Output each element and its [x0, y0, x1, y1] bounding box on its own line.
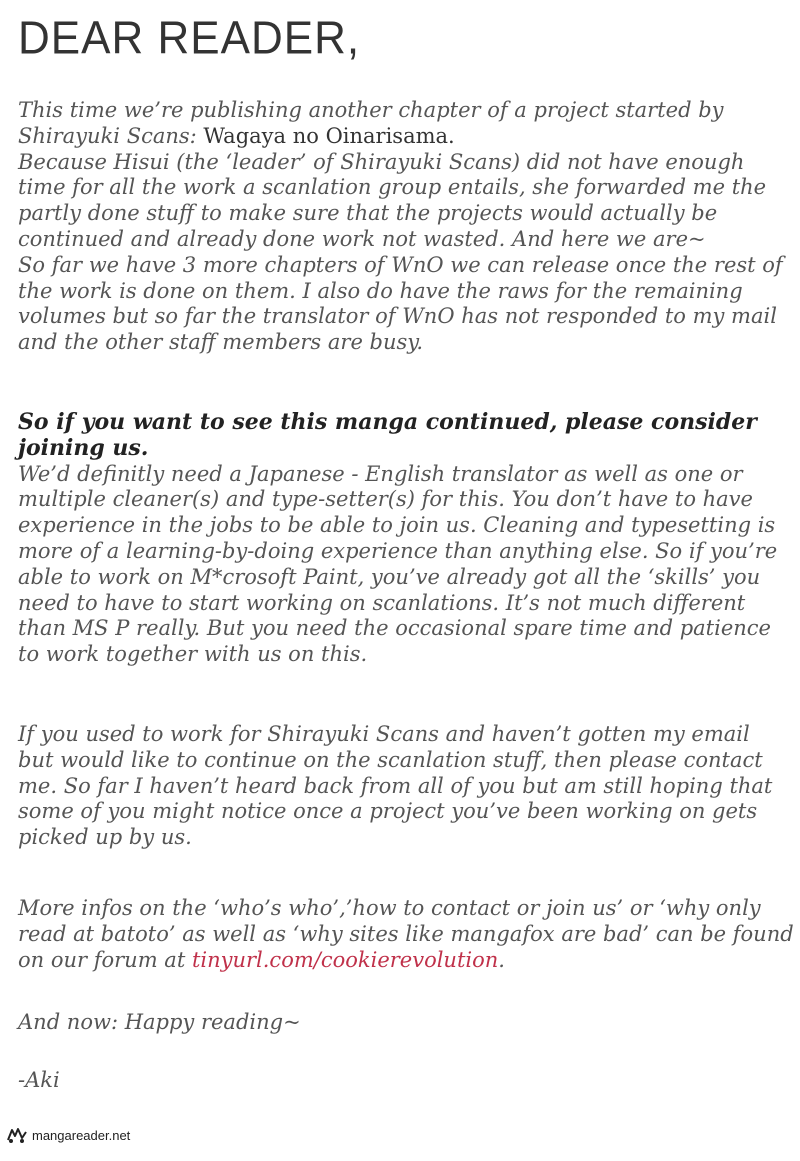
text-line: read at batoto’ as well as ‘why sites like mangafox are bad’ can be found — [18, 921, 794, 946]
text-line: picked up by us. — [18, 825, 192, 850]
letter-title: DEAR READER, — [18, 12, 361, 65]
text-line: need to have to start working on scanlations. It’s not much different — [18, 590, 746, 615]
paragraph-former-staff — [18, 722, 788, 851]
text-line: Because Hisui (the ‘leader’ of Shirayuki Scans) did not have enough — [18, 149, 745, 174]
text-line: more of a learning-by-doing experience than anything else. So if you’re — [18, 538, 778, 563]
recruit-headline: So if you want to see this manga continued, please consider — [18, 409, 757, 435]
signature — [18, 1068, 788, 1094]
text-segment: . — [498, 947, 505, 972]
text-line: If you used to work for Shirayuki Scans and haven’t gotten my email — [18, 722, 750, 746]
text-line: More infos on the ‘who’s who’,’how to contact or join us’ or ‘why only — [18, 896, 761, 920]
text-line: volumes but so far the translator of WnO has not responded to my mail — [18, 304, 777, 329]
text-line: experience in the jobs to be able to join us. Cleaning and typesetting is — [18, 513, 776, 538]
text-segment: on our forum at — [18, 947, 192, 972]
series-title: Wagaya no Oinarisama. — [203, 123, 455, 148]
mangareader-logo-icon — [6, 1126, 28, 1144]
text-line: We’d definitly need a Japanese - English translator as well as one or — [18, 461, 743, 486]
text-line: but would like to continue on the scanlation stuff, then please contact — [18, 747, 763, 772]
paragraph-intro — [18, 98, 788, 356]
signature-text: -Aki — [18, 1068, 60, 1092]
text-line — [18, 124, 788, 150]
text-line: to work together with us on this. — [18, 642, 368, 667]
recruit-headline: joining us. — [18, 434, 149, 461]
text-line — [18, 948, 788, 974]
text-line: me. So far I haven’t heard back from all of you but am still hoping that — [18, 773, 773, 798]
text-line: partly done stuff to make sure that the projects would actually be — [18, 201, 718, 226]
closing-line — [18, 1010, 788, 1036]
text-line: multiple cleaner(s) and type-setter(s) for this. You don’t have to have — [18, 487, 753, 512]
watermark — [6, 1126, 130, 1144]
paragraph-more-info — [18, 896, 794, 973]
text-line: This time we’re publishing another chapter of a project started by — [18, 98, 724, 122]
text-line: than MS P really. But you need the occasional spare time and patience — [18, 616, 771, 641]
text-line: continued and already done work not wasted. And here we are~ — [18, 226, 706, 251]
paragraph-recruit — [18, 410, 788, 668]
text-line: and the other staff members are busy. — [18, 330, 424, 355]
text-line: able to work on M*crosoft Paint, you’ve already got all the ‘skills’ you — [18, 564, 761, 589]
text-segment: Shirayuki Scans: — [18, 123, 204, 148]
watermark-text: mangareader.net — [32, 1127, 131, 1143]
forum-link[interactable]: tinyurl.com/cookierevolution — [191, 947, 499, 972]
text-line: some of you might notice once a project you’ve been working on gets — [18, 799, 758, 824]
text-line: the work is done on them. I also do have the raws for the remaining — [18, 278, 743, 303]
text-line: time for all the work a scanlation group entails, she forwarded me the — [18, 175, 767, 200]
text-line: And now: Happy reading~ — [18, 1010, 301, 1034]
text-line: So far we have 3 more chapters of WnO we can release once the rest of — [18, 252, 783, 277]
